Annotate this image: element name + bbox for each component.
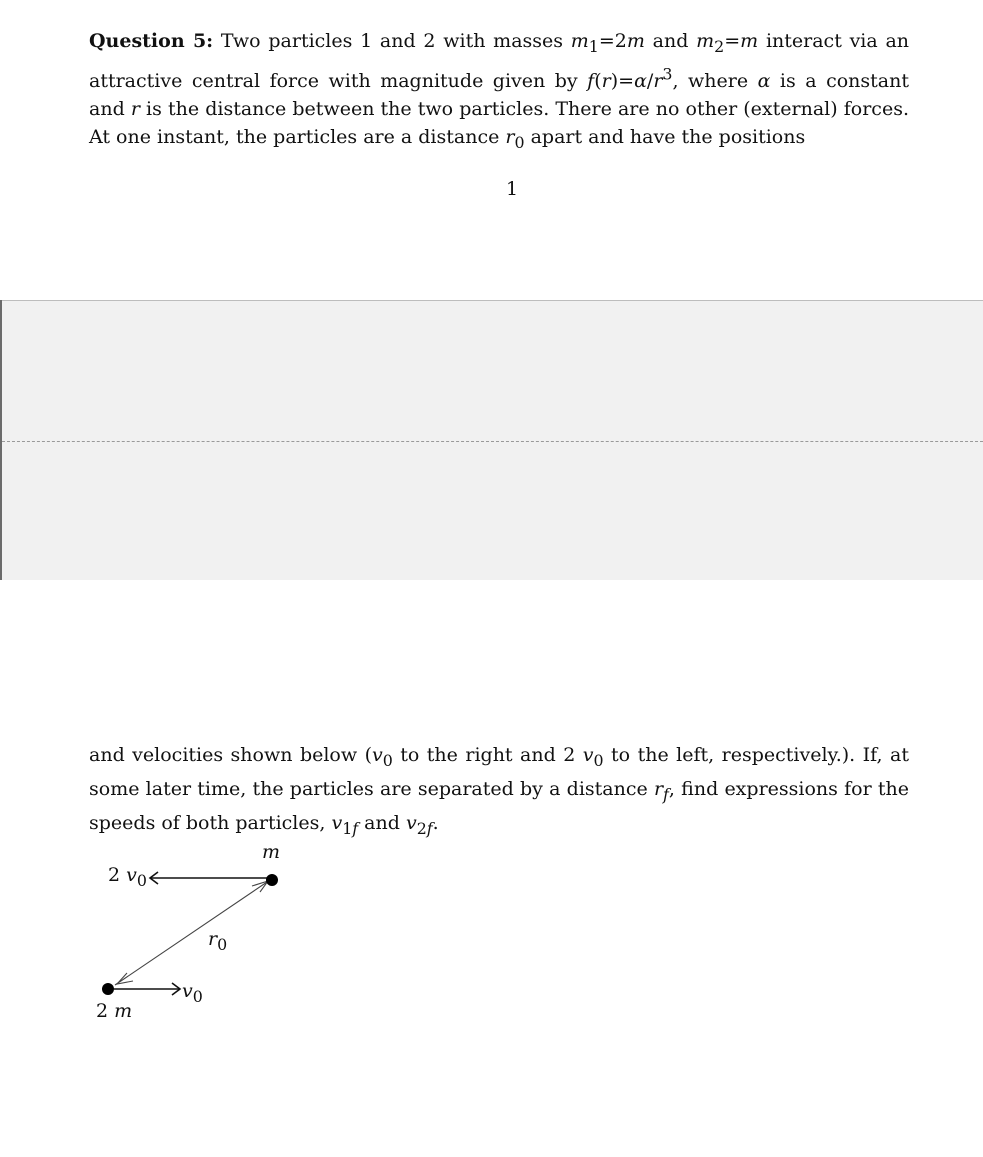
continuation-paragraph — [89, 741, 909, 842]
page-number: 1 — [505, 178, 519, 200]
particle-diagram — [80, 840, 320, 1030]
question-label: Question 5: — [89, 30, 214, 52]
question-paragraph — [89, 27, 909, 157]
continuation-text: and velocities shown below ($v_0$ to the right and 2 $v_0$ to the left, respectively.). If, at some later time, the particles are separated by a distance $r_f$, find expressions for the speeds of both particles, $v_{1f}$ and $v_{2f}$. — [89, 744, 909, 838]
question-text: Two particles 1 and 2 with masses $m_1=2m$ and $m_2=m$ interact via an attractive central force with magnitude given by $f(r)=\alpha/r^3$, where α is a constant and r is the distance between the two particles. There are no other (external) forces. At one instant, the particles are a distance $r_0$ apart and have the positions — [89, 30, 910, 152]
label-bottom-velocity: $v_0$ — [182, 980, 203, 1006]
particle-bottom — [102, 983, 114, 995]
separation-line — [115, 880, 270, 985]
page-gap — [2, 300, 983, 581]
page-break-line — [2, 441, 983, 442]
particle-top — [266, 874, 278, 886]
page-1 — [0, 0, 983, 300]
label-bottom-mass: 2 m — [96, 1000, 133, 1022]
label-top-velocity: 2 $v_0$ — [108, 864, 147, 890]
label-separation: $r_0$ — [208, 928, 228, 954]
label-top-mass: m — [262, 841, 281, 863]
